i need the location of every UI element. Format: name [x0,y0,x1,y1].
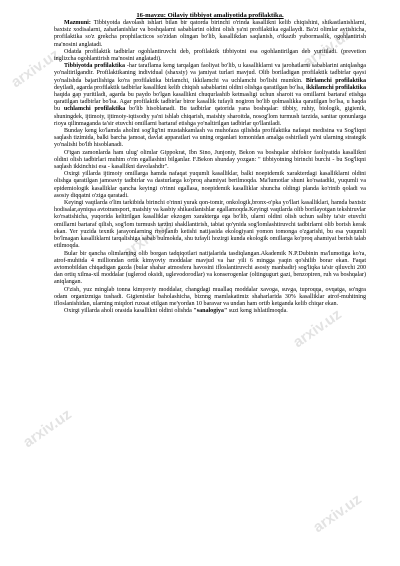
term-sanalogy: "sanalogiya" [193,308,228,315]
paragraph-text: bo'lib hisoblanadi. Bu tadbirlar qatorida yana boshqalar: tibbiy, ruhiy, biologik, gigienik, shuningdek, ijtimoiy, ijtimoiy-iqtisodiy ya'ni ishlab chiqarish, maishiy sharoitda, nosog'lom turmush tarzida, sanitar qonunlarga rioya qilinmaganda ta'sir etuvchi omillarni bartaraf etishga yo'naltirilgan tadbirlar qo'llaniladi. [54,106,366,127]
term-primary: Birlamchi profilaktika [305,77,366,84]
paragraph-recent-years: Oxirgi yillarda ijtimoiy omillarga hamda nafaqat yuqumli kasalliklar, balki noepidemik xarakterdagi kasalliklarni oldini olishga qaratilgan jamoaviy tadbirlar va dasturlarga ko'proq ahamiyat berilmoqda. Ma'lumotlar shuni ko'rsatadiki, yuqumli va epidemiologik kasalliklar qancha keyingi o'rinni egallasa, noepidemik kasalliklar shuncha oldingi planda ko'rinib qoladi va asosiy diqqatni o'ziga qaratadi. [54,171,366,199]
paragraph-text: suzi keng ishlatilmoqda. [227,308,288,315]
paragraph-prevention-intro: Odatda profilaktik tadbirlar ogohlantiruvchi deb, profilaktik tibbiyotni esa ogohlantirilgan deb yuritiladi. (prevetion inglizcha ogohlantirish ma'nosini anglatadi). [54,48,366,63]
watermark: arxiv.uz [120,215,175,262]
paragraph-sanalogy [54,308,366,315]
watermark: arxiv.uz [8,45,63,92]
paragraph-history: O'tgan zamonlarda ham ulug' olimlar Gippokrat, Ibn Sino, Junjoniy, Bekon va boshqalar shifokor faoliyatida kasallikni oldini olish tadbirlari muhim o'rin egallashini bilganlar. F.Bekon shunday yozgan: " tibbiyotning birinchi burchi - bu Sog'liqni saqlash ikkinchisi esa - kasallikni davolashdir". [54,149,366,171]
paragraph-pollution: O'zish, yuz minglab tonna kimyoviy moddalar, changdagi muallaq moddalar xavoga, suvga, tuproqqa, ovqatga, so'ngra odam organizmiga tushadi. Gigienistlar baholashicha, biznng mamlakatimiz shaharlarida 30% kasalliklar atrof-muhitning ifloslanishidan, ularning miqdori ruxsat etilgan me'yordan 10 baravar va undan ham ortib ketganda kelib chiqar ekan. [54,286,366,307]
paragraph-text: haqida gap yuritiladi, agarda bu paydo bo'lgan kasallikni chuqurlashib ketmasligi uchun sharoit va omillarni bartaraf etishga qaratilgan tadbirlar bo'lsa. Agar profilaktik tadbirlar biror kasallik tufayli nogiron bo'lib qolmaslikka qaratilgan bo'lsa, u haqda bu [54,92,366,113]
paragraph-prevention-types [54,63,366,128]
watermark: arxiv.uz [290,305,345,352]
paragraph-content [54,20,366,49]
content-label: Mazmuni: [64,20,91,26]
paragraph-scope: Bunday keng ko'lamda aholini sog'lig'ini mustahkamlash va muhofaza qilishda profilaktika nafaqat medisina va Sog'liqni saqlash tizimida, balki barcha jamoat, davlat apparatlari va uning organlari tomonidan amalga oshiriladi ya'ni ularning strategik yo'nalishi bo'lib hisoblanadi. [54,128,366,149]
watermark: arxiv.uz [300,25,355,72]
watermark: arxiv.uz [310,490,365,537]
paragraph-research: Bular bir qancha olimlarning olib borgan tadqiqotlari natijalarida tasdiqlangan.Akademik N.P.Dubinin ma'lumotiga ko'ra, atrof-muhitda 4 milliondan ortik kimyoviy moddalar mavjud va har yili 6 mingga yaqin qo'shilib borar ekan. Faqat avtomobildan chiqadigan gazda (bular shahar atmosfera havosini ifloslantiruvchi asosiy manbadir) sog'liqka ta'sir qiluvchi 200 dan ortiq xilma-xil moddalar (uglerod oksidi, uglevodorodlar) va konserogenlar (oltingugurt gazi, benzopiren, ruh va boshqalar) aniqlangan. [54,250,366,286]
paragraph-mortality: Keyingi vaqtlarda o'lim tarkibida birinchi o'rinni yurak qon-tomir, onkologik,bronx-o'pka yo'llari kasalliklari, hamda baxtsiz hodisalar,ayniqsa avtotransport, maishiy va kasbiy shikastlanishlar egallamoqda.Keyingi vaqtlarda olib borilayotgan tekshiruvlar ko'rsatishicha, yuqorida keltirilgan kasalliklar ekzogen xarakterga ega bo'lib, ularni oldini olish uchun salbiy ta'sir etuvchi omillarni bartaraf qilish, sog'lom turmush tarzini shakllantirish, tabiat qo'ynida sog'lomlashtiruvchi tadbirlarni olib borish kerak ekan. Yer yuzida texnik jarayonlarning rivojlanib ketishi natijasida ekologiyani yomon tomonga o'zgarishi, bu esa yuqumli bo'lmagan kasalliklarni tarqalishiga sabab bulmokda, shu tufayli hozirgi kunda ekologik omillarga ko'proq ahamiyat berish talab etilmoqda. [54,200,366,250]
paragraph-text: deyiladi, agarda profilaktik tadbirlar kasallikni kelib chiqish sabablarini oldini olishga qaratilgan bo'lsa, [54,84,307,91]
content-text: Tibbiyotda davolash ishlari bilan bir qatorda birinchi o'rinda kasallikni kelib chiqishini, shikastlanishlarni, baxtsiz xodisalarni, zaharlanishlar va boshqalarni sabablarini oldini olish ya'ni profilaktika egallaydi. Ba'zi olimlar aytishicha, profilaktika so'z grekcha prophilacticos so'zidan olingan bo'lib, kasallikdan saqlanish, o'tkazib yubormaslik, ogohlantirish ma'nosini anglatadi. [54,20,366,48]
paragraph-text: -har taraflama keng tarqalgan faoliyat bo'lib, u kasalliklarni va jarohatlarni sabablarini aniqlashga yo'naltirilgandir. Profilaktikaning individual (shaxsiy) va jamiyat turlari mavjud. Olib boriladigan profilaktik tadbirlar qaysi yo'nalishda bajarilishiga ko'ra profilaktika birlamchi, ikkilamchi va uchlamchi bo'lishi mumkin. [54,63,366,84]
paragraph-text: Oxirgi yillarda aholi orasida kasallikni oldini olishda [64,308,194,315]
term-secondary: ikkilamchi profilaktika [306,84,367,91]
term-prophylaxis: Tibbiyotda profilaktika [64,63,126,70]
term-tertiary: uchlamchi profilaktika [63,106,126,113]
document-page [54,12,366,315]
page-title: 16-mavzu: Oilaviy tibbiyot amaliyotida profilaktika. [136,12,284,19]
watermark: arxiv.uz [20,405,75,452]
